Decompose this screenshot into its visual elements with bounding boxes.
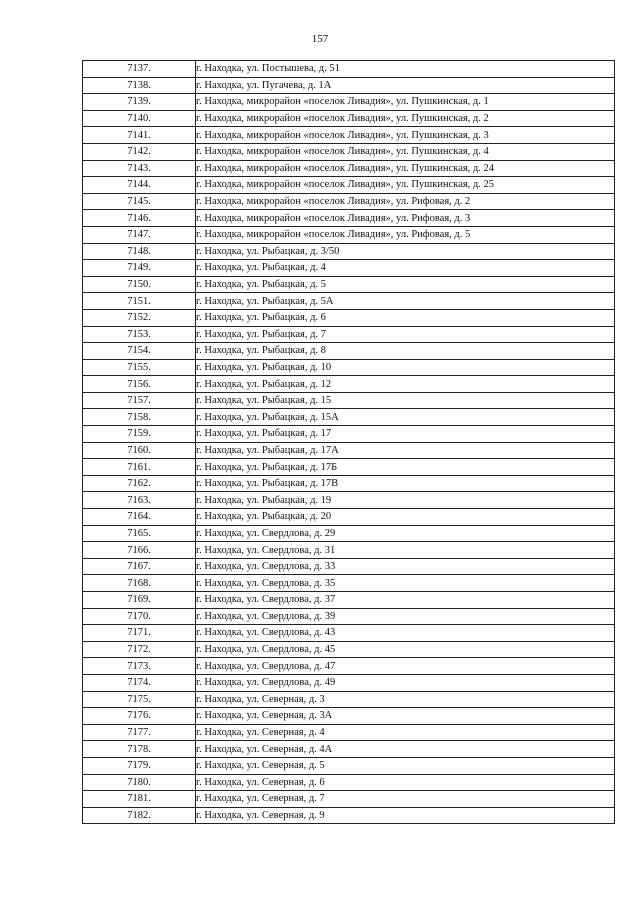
table-row [83,326,615,343]
row-address: г. Находка, ул. Рыбацкая, д. 17Б [196,459,615,476]
row-number: 7152. [83,309,196,326]
row-number: 7175. [83,691,196,708]
row-address: г. Находка, ул. Рыбацкая, д. 17В [196,475,615,492]
row-number: 7140. [83,110,196,127]
table-row [83,807,615,824]
row-address: г. Находка, ул. Свердлова, д. 31 [196,542,615,559]
row-number: 7160. [83,442,196,459]
row-address: г. Находка, ул. Рыбацкая, д. 6 [196,309,615,326]
row-address: г. Находка, ул. Северная, д. 4А [196,741,615,758]
table-row [83,210,615,227]
row-address: г. Находка, ул. Рыбацкая, д. 17А [196,442,615,459]
row-address: г. Находка, ул. Рыбацкая, д. 20 [196,509,615,526]
table-row [83,243,615,260]
row-number: 7169. [83,592,196,609]
row-number: 7159. [83,426,196,443]
row-address: г. Находка, ул. Рыбацкая, д. 4 [196,260,615,277]
row-address: г. Находка, ул. Северная, д. 3 [196,691,615,708]
row-number: 7166. [83,542,196,559]
table-row [83,608,615,625]
row-address: г. Находка, ул. Пугачева, д. 1А [196,77,615,94]
row-number: 7144. [83,177,196,194]
table-row [83,741,615,758]
row-address: г. Находка, ул. Свердлова, д. 47 [196,658,615,675]
row-number: 7156. [83,376,196,393]
row-number: 7151. [83,293,196,310]
row-address: г. Находка, ул. Рыбацкая, д. 17 [196,426,615,443]
row-number: 7163. [83,492,196,509]
row-address: г. Находка, ул. Рыбацкая, д. 3/50 [196,243,615,260]
row-number: 7176. [83,708,196,725]
row-number: 7173. [83,658,196,675]
table-row [83,94,615,111]
table-row [83,575,615,592]
table-row [83,625,615,642]
table-row [83,193,615,210]
row-number: 7180. [83,774,196,791]
table-row [83,641,615,658]
row-address: г. Находка, микрорайон «поселок Ливадия», ул. Пушкинская, д. 2 [196,110,615,127]
row-address: г. Находка, ул. Рыбацкая, д. 10 [196,359,615,376]
table-row [83,359,615,376]
table-row [83,542,615,559]
table-row [83,426,615,443]
row-address: г. Находка, микрорайон «поселок Ливадия», ул. Пушкинская, д. 25 [196,177,615,194]
row-number: 7168. [83,575,196,592]
table-row [83,691,615,708]
row-address: г. Находка, микрорайон «поселок Ливадия», ул. Пушкинская, д. 1 [196,94,615,111]
table-row [83,658,615,675]
row-number: 7171. [83,625,196,642]
table-row [83,143,615,160]
row-address: г. Находка, ул. Северная, д. 5 [196,757,615,774]
row-number: 7141. [83,127,196,144]
table-row [83,708,615,725]
row-address: г. Находка, ул. Свердлова, д. 35 [196,575,615,592]
table-row [83,61,615,78]
table-row [83,509,615,526]
row-number: 7157. [83,392,196,409]
row-number: 7142. [83,143,196,160]
row-number: 7149. [83,260,196,277]
row-address: г. Находка, ул. Свердлова, д. 43 [196,625,615,642]
row-number: 7148. [83,243,196,260]
table-row [83,260,615,277]
row-address: г. Находка, ул. Рыбацкая, д. 5А [196,293,615,310]
table-row [83,724,615,741]
row-address: г. Находка, ул. Свердлова, д. 33 [196,558,615,575]
row-address: г. Находка, микрорайон «поселок Ливадия», ул. Рифовая, д. 3 [196,210,615,227]
table-row [83,127,615,144]
row-number: 7153. [83,326,196,343]
row-address: г. Находка, ул. Северная, д. 7 [196,791,615,808]
row-number: 7147. [83,226,196,243]
table-row [83,160,615,177]
table-row [83,592,615,609]
row-number: 7139. [83,94,196,111]
table-row [83,558,615,575]
page-number: 157 [311,33,329,45]
row-address: г. Находка, ул. Свердлова, д. 45 [196,641,615,658]
row-address: г. Находка, ул. Рыбацкая, д. 12 [196,376,615,393]
row-number: 7150. [83,276,196,293]
table-row [83,791,615,808]
table-row [83,442,615,459]
row-number: 7146. [83,210,196,227]
row-number: 7137. [83,61,196,78]
row-number: 7172. [83,641,196,658]
table-row [83,226,615,243]
row-address: г. Находка, ул. Северная, д. 9 [196,807,615,824]
row-number: 7181. [83,791,196,808]
row-number: 7162. [83,475,196,492]
table-row [83,492,615,509]
row-number: 7170. [83,608,196,625]
row-address: г. Находка, микрорайон «поселок Ливадия», ул. Пушкинская, д. 4 [196,143,615,160]
row-address: г. Находка, ул. Свердлова, д. 29 [196,525,615,542]
table-row [83,392,615,409]
row-number: 7161. [83,459,196,476]
row-address: г. Находка, ул. Рыбацкая, д. 5 [196,276,615,293]
table-row [83,475,615,492]
row-address: г. Находка, микрорайон «поселок Ливадия», ул. Пушкинская, д. 3 [196,127,615,144]
row-address: г. Находка, ул. Северная, д. 6 [196,774,615,791]
row-address: г. Находка, микрорайон «поселок Ливадия», ул. Пушкинская, д. 24 [196,160,615,177]
row-number: 7158. [83,409,196,426]
row-address: г. Находка, ул. Свердлова, д. 39 [196,608,615,625]
row-address: г. Находка, ул. Рыбацкая, д. 15 [196,392,615,409]
table-row [83,774,615,791]
row-address: г. Находка, ул. Постышева, д. 51 [196,61,615,78]
table-row [83,276,615,293]
table-row [83,309,615,326]
table-row [83,77,615,94]
row-address: г. Находка, ул. Свердлова, д. 49 [196,674,615,691]
row-address: г. Находка, ул. Северная, д. 3А [196,708,615,725]
row-address: г. Находка, ул. Северная, д. 4 [196,724,615,741]
row-number: 7165. [83,525,196,542]
row-number: 7174. [83,674,196,691]
row-address: г. Находка, микрорайон «поселок Ливадия», ул. Рифовая, д. 2 [196,193,615,210]
row-address: г. Находка, ул. Рыбацкая, д. 15А [196,409,615,426]
table-row [83,409,615,426]
row-number: 7145. [83,193,196,210]
table-row [83,110,615,127]
table-row [83,525,615,542]
table-row [83,674,615,691]
row-address: г. Находка, ул. Рыбацкая, д. 7 [196,326,615,343]
row-number: 7138. [83,77,196,94]
row-number: 7179. [83,757,196,774]
row-address: г. Находка, ул. Рыбацкая, д. 19 [196,492,615,509]
row-number: 7178. [83,741,196,758]
row-number: 7143. [83,160,196,177]
row-address: г. Находка, микрорайон «поселок Ливадия», ул. Рифовая, д. 5 [196,226,615,243]
table-row [83,343,615,360]
row-number: 7154. [83,343,196,360]
row-address: г. Находка, ул. Рыбацкая, д. 8 [196,343,615,360]
row-number: 7155. [83,359,196,376]
row-number: 7182. [83,807,196,824]
row-number: 7167. [83,558,196,575]
row-address: г. Находка, ул. Свердлова, д. 37 [196,592,615,609]
row-number: 7164. [83,509,196,526]
row-number: 7177. [83,724,196,741]
table-row [83,293,615,310]
table-row [83,459,615,476]
table-row [83,376,615,393]
address-table-body [83,61,615,824]
address-table [82,60,615,824]
table-row [83,177,615,194]
table-row [83,757,615,774]
